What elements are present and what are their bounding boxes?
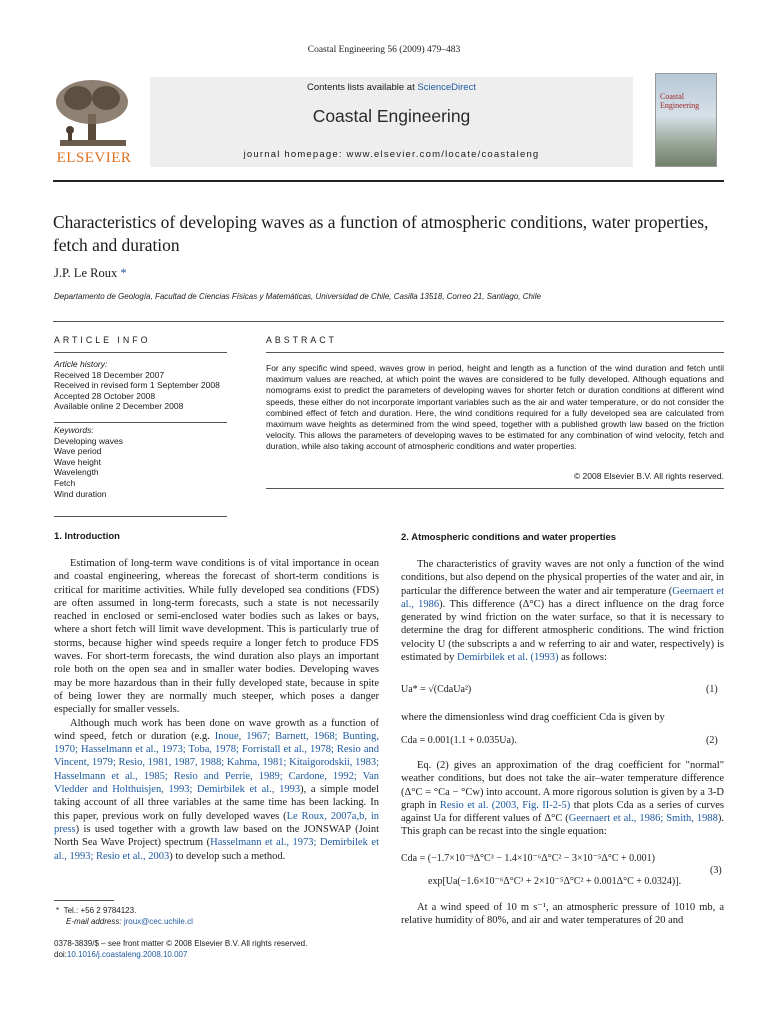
keyword: Wavelength: [54, 467, 99, 478]
journal-cover-image: [655, 73, 717, 167]
resio-reference-link[interactable]: Resio et al. (2003, Fig. II-2-5): [439, 799, 571, 811]
article-title: Characteristics of developing waves as a function of atmospheric conditions, water properties, fetch and duration: [53, 212, 709, 255]
abstract-heading: ABSTRACT: [266, 335, 337, 345]
author-name: J.P. Le Roux: [54, 266, 118, 280]
intro-p2-text: ) is used together with a growth law based on the JONSWAP (Joint North Sea Wave Project) spectrum (: [54, 823, 379, 849]
geernaert-smith-reference-link[interactable]: Geernaert et al., 1986; Smith, 1988: [568, 813, 718, 825]
keyword: Wave period: [54, 446, 102, 457]
keywords-rule: [54, 422, 227, 423]
journal-citation: Coastal Engineering 56 (2009) 479–483: [307, 45, 461, 55]
intro-p2-text: ), a simple model taking account of all three variables at the same time has been lacking. In this paper, previous work on fully developed waves (: [54, 784, 380, 822]
equation-1: Ua* = √(CdaUa²): [401, 684, 472, 695]
s2-p1-text: as follows:: [558, 652, 607, 664]
abstract-copyright: © 2008 Elsevier B.V. All rights reserved.: [573, 471, 724, 481]
equation-3-line-1: Cda = (−1.7×10⁻⁹Δ°C³ − 1.4×10⁻⁶Δ°C² − 3×10⁻⁵Δ°C + 0.001): [401, 853, 655, 864]
contents-prefix: Contents lists available at: [307, 82, 418, 93]
homepage-link[interactable]: www.elsevier.com/locate/coastaleng: [346, 149, 540, 160]
intro-p2-text: Although much work has been done on wave growth as a function of wind speed, fetch or duration (e.g.: [54, 717, 379, 742]
footnote-mark: *: [56, 906, 60, 915]
intro-paragraph-2: [54, 717, 379, 863]
cover-title: Coastal Engineering: [660, 92, 700, 110]
abstract-rule: [266, 352, 724, 353]
author-footnote: [56, 905, 376, 927]
homepage-prefix: journal homepage:: [243, 149, 347, 160]
author-footnote-mark[interactable]: *: [120, 266, 127, 280]
sciencedirect-link[interactable]: ScienceDirect: [417, 82, 476, 93]
keyword: Developing waves: [54, 435, 123, 446]
footnote-email-label: E-mail address:: [66, 917, 122, 926]
equation-2-number: (2): [706, 735, 718, 746]
section-1-heading: 1. Introduction: [54, 531, 120, 542]
keyword: Wave height: [54, 456, 101, 467]
abstract-text: For any specific wind speed, waves grow in period, height and length as a function of the wind duration and fetch until maximum values are reached, at which point the waves are considered to be fully developed. Although equations and nomograms exist to predict the parameters of developing waves for shorter fetch or duration conditions at different wind speeds, these either do not incorporate important variables such as the air and water temperature, or do not consider the combined effect of fetch and duration. Here, the wind conditions required for a fully developed sea are calculated from maximum wave heights as determined from the wind speed, together with a published growth law based on the friction velocity. This allows the parameters of developing waves to be estimated for any combination of wind velocity, fetch and duration, while also taking account of atmospheric conditions and water properties.: [266, 363, 724, 452]
keyword: Fetch: [54, 477, 76, 488]
history-revised: Received in revised form 1 September 2008: [54, 380, 220, 391]
equation-2-intro: where the dimensionless wind drag coefficient Cda is given by: [401, 712, 665, 723]
article-info-heading: ARTICLE INFO: [54, 335, 151, 345]
bottom-info: [54, 938, 414, 960]
s2-p1-text: ). This difference (Δ°C) has a direct influence on the drag force generated by wind friction on the water surface, so that it is necessary to determine the drag for different atmospheric conditions. The wind friction velocity U: [401, 598, 724, 650]
author-line: [54, 266, 127, 281]
keywords-end-rule: [54, 516, 227, 517]
section-2-paragraph-1: [401, 558, 724, 664]
footnote-rule: [54, 900, 114, 901]
section-2-heading: 2. Atmospheric conditions and water properties: [401, 532, 617, 543]
history-accepted: Accepted 28 October 2008: [54, 390, 156, 401]
jonswap-references-link[interactable]: Hasselmann et al., 1973; Demirbilek et al., 1993; Resio et al., 2003: [54, 837, 379, 862]
section-2-body-2: [401, 759, 724, 839]
history-label: Article history:: [54, 359, 108, 369]
intro-p2-text: ) to develop such a method.: [169, 850, 286, 862]
history-online: Available online 2 December 2008: [54, 401, 184, 412]
section-2-paragraph-3: [401, 759, 724, 839]
publisher-name: ELSEVIER: [56, 150, 132, 166]
geernaert-reference-link[interactable]: Geernaert et al., 1986: [401, 585, 724, 610]
header-rule: [53, 180, 724, 182]
s2-p3-text: Eq. (2) gives an approximation of the drag coefficient for "normal" weather conditions, but does not take the air–water temperature difference (Δ°C = °Ca − °Cw) into account. A more rigorous solution is given by a 3-D graph in: [401, 760, 724, 811]
issn-line: 0378-3839/$ – see front matter © 2008 Elsevier B.V. All rights reserved.: [54, 939, 308, 948]
abstract-end-rule: [266, 488, 724, 489]
journal-name: Coastal Engineering: [312, 106, 471, 126]
doi-link[interactable]: 10.1016/j.coastaleng.2008.10.007: [66, 950, 188, 959]
article-info-rule: [54, 352, 227, 353]
journal-homepage: [150, 149, 633, 160]
s2-p1-text: (the subscripts a and w referring to air and water, respectively) is estimated by: [401, 638, 724, 664]
contents-line: [150, 82, 633, 93]
equation-1-number: (1): [706, 684, 718, 695]
section-2-body-1: [401, 558, 724, 664]
article-history: [54, 359, 254, 412]
footnote-tel: Tel.: +56 2 9784123.: [63, 906, 137, 915]
demirbilek-reference-link[interactable]: Demirbilek et al. (1993): [457, 652, 559, 664]
equation-2: Cda = 0.001(1.1 + 0.035Ua).: [401, 735, 517, 746]
footnote-email-link[interactable]: jroux@cec.uchile.cl: [123, 917, 193, 926]
section-2-body-3: [401, 901, 724, 928]
affiliation: Departamento de Geología, Facultad de Ciencias Físicas y Matemáticas, Universidad de Chile, Casilla 13518, Correo 21, Santiago, Chile: [54, 292, 541, 301]
le-roux-reference-link[interactable]: Le Roux, 2007a,b, in press: [54, 810, 379, 835]
s2-p3-text: ). This graph can be recast into the single equation:: [401, 813, 724, 838]
info-rule: [53, 321, 724, 322]
keywords-label: Keywords:: [54, 425, 94, 435]
intro-paragraph-1: Estimation of long-term wave conditions is of vital importance in ocean and coastal engineering, whereas the forecast of short-term conditions is critical for maritime activities. While fully developed sea conditions (FDS) are often assumed in long-term forecasts, such a state is not necessarily reached in enclosed or semi-enclosed water bodies such as lakes or bays, where a short fetch will limit wave development. This is particularly true of storms, because higher wind speeds require a longer fetch to produce FDS waves. For short-term forecasts, the wind duration also plays an important role both on the open sea and in smaller water bodies. Developing waves may be more hazardous than in their fully developed state, because in spite of being lower they are normally much steeper, which poses a danger especially for smaller vessels.: [54, 558, 379, 716]
keywords-list: [54, 425, 254, 499]
section-2-paragraph-4: At a wind speed of 10 m s⁻¹, an atmospheric pressure of 1010 mb, a relative humidity of 80%, and air and water temperatures of 20 and: [401, 902, 724, 927]
s2-p3-text: that plots Cda as a series of curves against Ua for different values of Δ°C (: [401, 799, 725, 825]
equation-3-number: (3): [710, 865, 722, 876]
section-1-body: [54, 557, 379, 863]
doi-prefix: doi:: [54, 950, 67, 959]
s2-p1-text: The characteristics of gravity waves are not only a function of the wind conditions, but also depend on the physical properties of the water and air, in particular the difference between the water and air temperature (: [401, 559, 724, 597]
equation-3-line-2: exp[Ua(−1.6×10⁻⁶Δ°C³ + 2×10⁻⁵Δ°C² + 0.001Δ°C + 0.0324)].: [428, 876, 682, 887]
keyword: Wind duration: [54, 488, 107, 499]
history-received: Received 18 December 2007: [54, 369, 165, 380]
intro-references-link[interactable]: Inoue, 1967; Barnett, 1968; Bunting, 1970; Hasselmann et al., 1973; Toba, 1978; Forristall et al., 1978; Resio and Vincent, 1979; Resio, 1981, 1987, 1988; Kahma, 1981; Kitaigorodskii, 1983; Hasselmann et al., 1985; Resio and Perrie, 1989; Cardone, 1992; Van Vledder and Holthuisjen, 1993; Demirbilek et al., 1993: [54, 730, 379, 796]
